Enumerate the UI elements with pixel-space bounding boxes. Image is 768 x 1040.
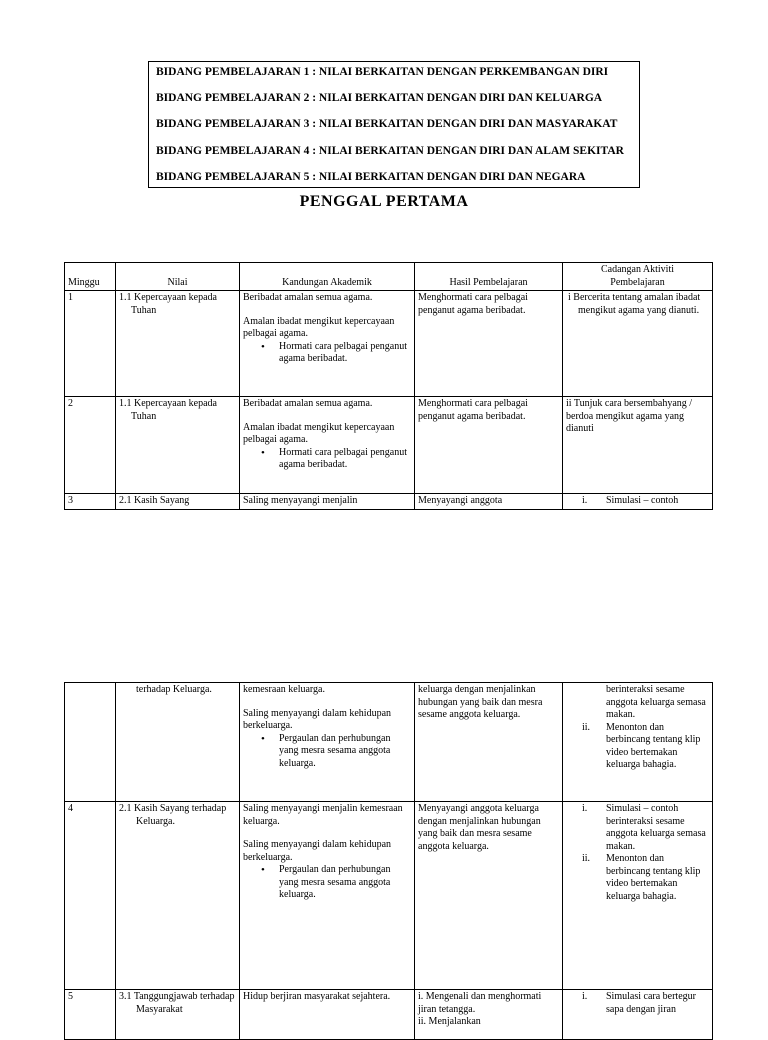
kandungan-line: kemesraan keluarga. xyxy=(243,684,325,695)
aktiviti-text: Menonton dan berbincang tentang klip video bertemakan keluarga bahagia. xyxy=(606,853,701,902)
table-header-row xyxy=(65,263,713,291)
nilai-text: 1.1 Kepercayaan kepada Tuhan xyxy=(119,292,217,316)
aktiviti-text: ii Tunjuk cara bersembahyang / berdoa mengikut agama yang dianuti xyxy=(566,398,693,434)
cell-hasil: Menghormati cara pelbagai penganut agama beribadat. xyxy=(415,291,563,397)
table-row xyxy=(65,990,713,1040)
aktiviti-text: i Bercerita tentang amalan ibadat mengikut agama yang dianuti. xyxy=(568,292,701,316)
nilai-text: 2.1 Kasih Sayang terhadap Keluarga. xyxy=(119,803,227,827)
nilai-text: 1.1 Kepercayaan kepada Tuhan xyxy=(119,398,217,422)
cell-aktiviti xyxy=(563,494,713,510)
aktiviti-num: i. xyxy=(582,495,588,506)
cell-kandungan xyxy=(240,291,415,397)
aktiviti-num: ii. xyxy=(582,853,591,864)
aktiviti-num: ii. xyxy=(582,721,591,733)
cell-aktiviti xyxy=(563,291,713,397)
table-row xyxy=(65,494,713,510)
kandungan-line: Amalan ibadat mengikut kepercayaan pelbagai agama. xyxy=(243,421,395,445)
hasil-line: i. Mengenali dan menghormati jiran tetangga. xyxy=(418,991,542,1015)
kandungan-line: Beribadat amalan semua agama. xyxy=(243,398,373,409)
kandungan-bullet: • Pergaulan dan perhubungan yang mesra sesama anggota keluarga. xyxy=(279,864,411,902)
cell-nilai xyxy=(116,291,240,397)
table-row xyxy=(65,397,713,494)
aktiviti-text: Simulasi – contoh xyxy=(606,495,679,506)
cell-minggu: 5 xyxy=(65,990,116,1040)
table-row xyxy=(65,802,713,990)
aktiviti-text: Menonton dan berbincang tentang klip video bertemakan keluarga bahagia. xyxy=(606,721,701,770)
cell-aktiviti xyxy=(563,397,713,494)
header-cadangan xyxy=(563,263,713,291)
cell-kandungan xyxy=(240,397,415,494)
cell-hasil: Menyayangi anggota keluarga dengan menjalinkan hubungan yang baik dan mesra sesame anggota keluarga. xyxy=(415,802,563,990)
cell-nilai xyxy=(116,397,240,494)
cell-aktiviti xyxy=(563,990,713,1040)
aktiviti-num: i. xyxy=(582,991,588,1002)
cell-aktiviti xyxy=(563,802,713,990)
cell-minggu: 1 xyxy=(65,291,116,397)
cell-nilai xyxy=(116,802,240,990)
rancangan-table-1 xyxy=(64,262,713,510)
cell-kandungan: Saling menyayangi menjalin xyxy=(240,494,415,510)
rancangan-table-2 xyxy=(64,682,713,1040)
header-kandungan: Kandungan Akademik xyxy=(240,263,415,291)
bidang-line-5: BIDANG PEMBELAJARAN 5 : NILAI BERKAITAN DENGAN DIRI DAN NEGARA xyxy=(156,171,586,183)
kandungan-line: Saling menyayangi menjalin kemesraan keluarga. xyxy=(243,803,403,827)
bidang-line-1: BIDANG PEMBELAJARAN 1 : NILAI BERKAITAN DENGAN PERKEMBANGAN DIRI xyxy=(156,66,609,78)
header-cadangan-line1: Cadangan Aktiviti xyxy=(600,264,675,275)
aktiviti-text: Simulasi – contoh berinteraksi sesame anggota keluarga semasa makan. xyxy=(606,803,706,852)
cell-hasil xyxy=(415,990,563,1040)
kandungan-line: Saling menyayangi dalam kehidupan berkeluarga. xyxy=(243,707,392,731)
header-minggu: Minggu xyxy=(65,263,116,291)
kandungan-bullet: • Hormati cara pelbagai penganut agama beribadat. xyxy=(279,447,411,472)
cell-kandungan xyxy=(240,683,415,802)
cell-minggu xyxy=(65,683,116,802)
nilai-text: terhadap Keluarga. xyxy=(136,684,212,695)
page-title: PENGGAL PERTAMA xyxy=(299,193,469,210)
cell-nilai xyxy=(116,990,240,1040)
cell-hasil: keluarga dengan menjalinkan hubungan yang baik dan mesra sesame anggota keluarga. xyxy=(415,683,563,802)
nilai-text: 3.1 Tanggungjawab terhadap Masyarakat xyxy=(119,991,235,1015)
table-row xyxy=(65,291,713,397)
kandungan-bullet: • Hormati cara pelbagai penganut agama beribadat. xyxy=(279,341,411,366)
header-hasil: Hasil Pembelajaran xyxy=(415,263,563,291)
cell-hasil: Menghormati cara pelbagai penganut agama beribadat. xyxy=(415,397,563,494)
cell-minggu: 3 xyxy=(65,494,116,510)
cell-nilai: 2.1 Kasih Sayang xyxy=(116,494,240,510)
cell-hasil: Menyayangi anggota xyxy=(415,494,563,510)
kandungan-line: Saling menyayangi dalam kehidupan berkeluarga. xyxy=(243,839,392,863)
header-cadangan-line2: Pembelajaran xyxy=(610,276,665,288)
kandungan-bullet: • Pergaulan dan perhubungan yang mesra sesama anggota keluarga. xyxy=(279,733,411,771)
header-nilai: Nilai xyxy=(116,263,240,291)
aktiviti-text: Simulasi cara bertegur sapa dengan jiran xyxy=(606,991,696,1015)
table-row xyxy=(65,683,713,802)
cell-kandungan xyxy=(240,802,415,990)
kandungan-line: Amalan ibadat mengikut kepercayaan pelbagai agama. xyxy=(243,315,395,339)
cell-kandungan: Hidup berjiran masyarakat sejahtera. xyxy=(240,990,415,1040)
cell-aktiviti xyxy=(563,683,713,802)
hasil-line: ii. Menjalankan xyxy=(418,1016,481,1027)
cell-nilai xyxy=(116,683,240,802)
bidang-line-2: BIDANG PEMBELAJARAN 2 : NILAI BERKAITAN DENGAN DIRI DAN KELUARGA xyxy=(156,92,603,104)
cell-minggu: 2 xyxy=(65,397,116,494)
cell-minggu: 4 xyxy=(65,802,116,990)
bidang-line-4: BIDANG PEMBELAJARAN 4 : NILAI BERKAITAN DENGAN DIRI DAN ALAM SEKITAR xyxy=(156,145,624,157)
aktiviti-num: i. xyxy=(582,803,588,814)
aktiviti-text: berinteraksi sesame anggota keluarga semasa makan. xyxy=(606,684,706,720)
bidang-line-3: BIDANG PEMBELAJARAN 3 : NILAI BERKAITAN DENGAN DIRI DAN MASYARAKAT xyxy=(156,118,618,130)
bidang-pembelajaran-box xyxy=(148,61,640,188)
kandungan-line: Beribadat amalan semua agama. xyxy=(243,292,373,303)
